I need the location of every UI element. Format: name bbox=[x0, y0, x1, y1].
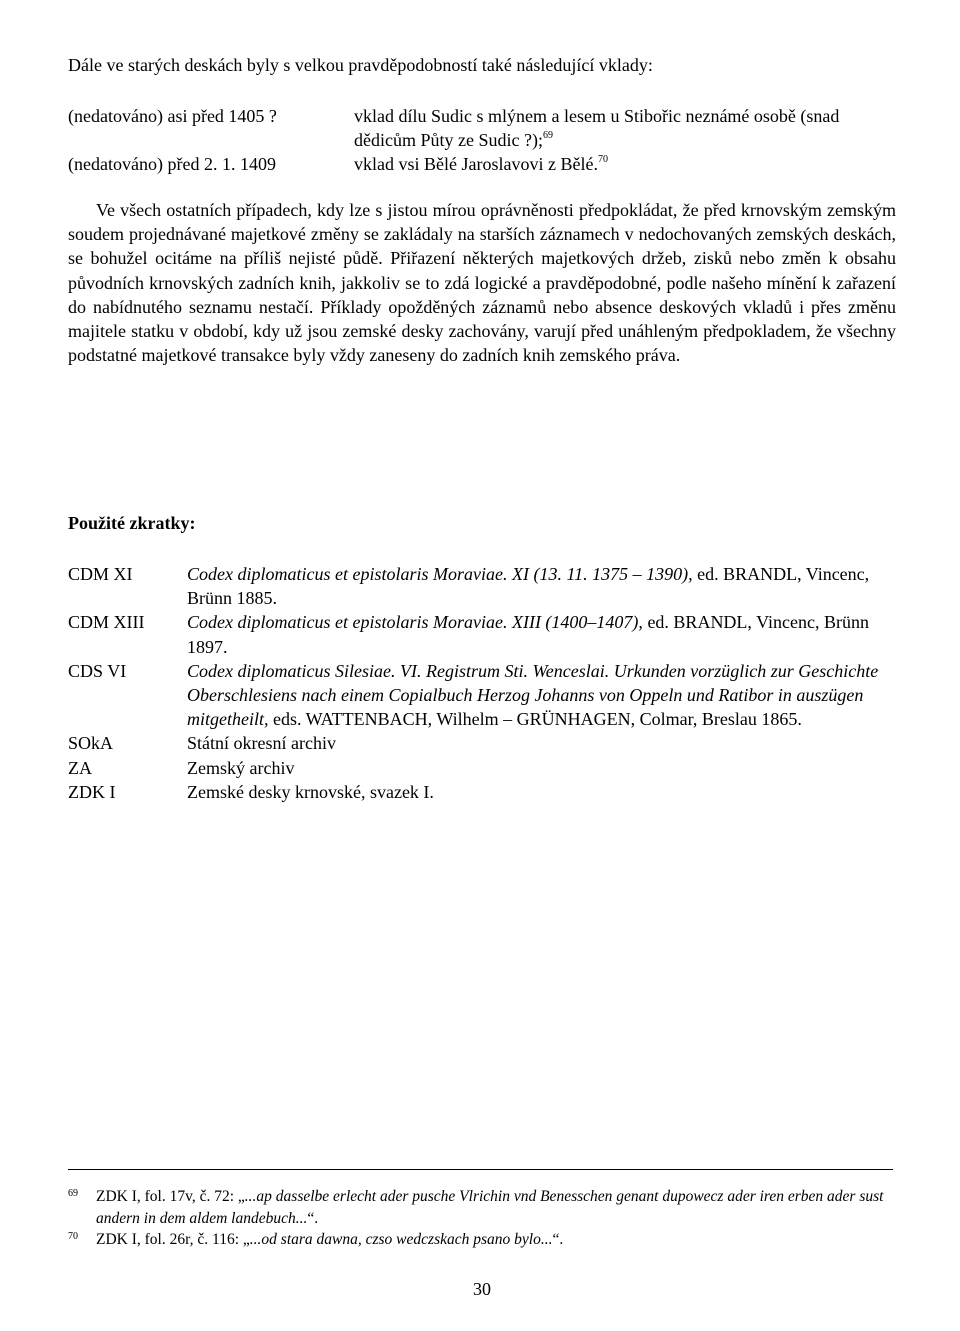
abbreviation-item bbox=[68, 659, 896, 732]
abbreviation-code: ZA bbox=[68, 757, 92, 778]
footnotes bbox=[68, 1186, 896, 1251]
footnote-number: 69 bbox=[68, 1188, 78, 1199]
entry-description: vklad dílu Sudic s mlýnem a lesem u Stibořic neznámé osobě (snad dědicům Půty ze Sudic ?);$^{69}$ bbox=[354, 106, 840, 150]
entry-date: (nedatováno) asi před 1405 ? bbox=[68, 106, 277, 126]
abbreviation-code: CDM XI bbox=[68, 564, 133, 584]
abbreviation-item bbox=[68, 731, 896, 755]
body-paragraph: Ve všech ostatních případech, kdy lze s jistou mírou oprávněnosti předpokládat, že před krnovským zemským soudem projednávané majetkové změny se zakládaly na starších záznamech v nedochovaných zemských deskách, se bohužel ocitáme na příliš nejisté půdě. Přiřazení některých majetkových držeb, zisků nebo změn k obsahu původních krnovských zadních knih, jakkoliv se to zdá logické a pravděpodobné, podle našeho mínění k zařazení do nabídnutého seznamu nestačí. Příklady opožděných záznamů nebo absence deskových vkladů i přes změnu majitele statku v období, kdy už jsou zemské desky zachovány, varují před unáhleným předpokladem, že všechny podstatné majetkové transakce byly vždy zaneseny do zadních knih zemského práva. bbox=[68, 200, 896, 366]
abbreviation-code: CDM XIII bbox=[68, 612, 145, 633]
footnote-number: 70 bbox=[68, 1231, 78, 1242]
abbreviation-code: ZDK I bbox=[68, 781, 116, 802]
footnote-divider bbox=[68, 1169, 893, 1170]
entry-1405 bbox=[68, 104, 896, 152]
abbreviation-text: Státní okresní archiv bbox=[187, 733, 336, 754]
footnote-70 bbox=[68, 1229, 896, 1251]
abbreviation-text: Codex diplomaticus Silesiae. VI. Registrum Sti. Wenceslai. Urkunden vorzüglich zur Geschichte Oberschlesiens nach einem Copialbuch Herzog Johanns von Oppeln und Ratibor in auszügen mitgetheilt, eds. WATTENBACH, Wilhelm – GRÜNHAGEN, Colmar, Breslau 1865. bbox=[187, 660, 879, 730]
deposit-entries bbox=[68, 104, 896, 176]
page-number: 30 bbox=[473, 1279, 491, 1299]
entry-date: (nedatováno) před 2. 1. 1409 bbox=[68, 154, 276, 174]
abbreviation-item bbox=[68, 756, 896, 780]
footnote-69 bbox=[68, 1186, 896, 1229]
abbreviation-item bbox=[68, 562, 896, 610]
abbreviation-text: Zemské desky krnovské, svazek I. bbox=[187, 781, 434, 802]
abbreviation-code: CDS VI bbox=[68, 660, 127, 681]
abbreviations-list bbox=[68, 562, 896, 804]
footnote-ref-69[interactable]: 69 bbox=[542, 130, 553, 141]
intro-line: Dále ve starých deskách byly s velkou pravděpodobností také následující vklady: bbox=[68, 55, 653, 75]
footnote-text: ZDK I, fol. 26r, č. 116: „...od stara dawna, czso wedczskach psano bylo...“. bbox=[96, 1231, 564, 1248]
entry-1409 bbox=[68, 152, 896, 176]
abbreviation-text: Zemský archiv bbox=[187, 757, 295, 778]
footnote-ref-70[interactable]: 70 bbox=[597, 154, 608, 165]
abbreviation-item bbox=[68, 780, 896, 804]
abbreviation-text: Codex diplomaticus et epistolaris Moraviae. XIII (1400–1407), ed. BRANDL, Vincenc, Brünn 1897. bbox=[187, 612, 869, 657]
abbreviation-item bbox=[68, 610, 896, 658]
abbreviations-heading: Použité zkratky: bbox=[68, 513, 196, 533]
entry-description: vklad vsi Bělé Jaroslavovi z Bělé.$^{70}$ bbox=[354, 154, 608, 174]
footnote-text: ZDK I, fol. 17v, č. 72: „...ap dasselbe erlecht ader pusche Vlrichin vnd Benesschen genant dupowecz ader iren erben ader sust andern in dem aldem landebuch...“. bbox=[96, 1188, 884, 1227]
abbreviation-code: SOkA bbox=[68, 733, 114, 754]
abbreviation-text: Codex diplomaticus et epistolaris Moraviae. XI (13. 11. 1375 – 1390), ed. BRANDL, Vincenc, Brünn 1885. bbox=[187, 564, 870, 609]
